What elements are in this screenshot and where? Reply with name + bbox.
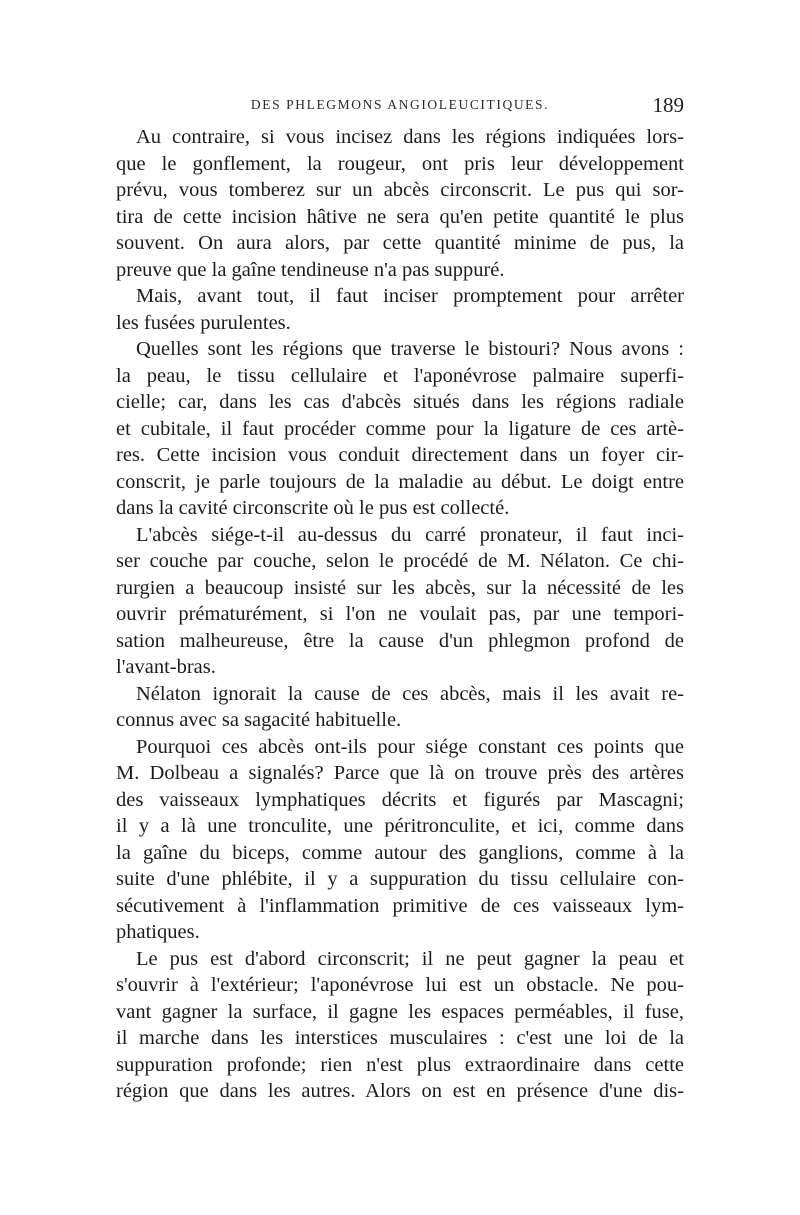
text-line: sation malheureuse, être la cause d'un phlegmon profond de	[116, 629, 684, 652]
text-line: connus avec sa sagacité habituelle.	[116, 709, 402, 731]
text-line: M. Dolbeau a signalés? Parce que là on trouve près des artères	[116, 762, 684, 784]
body-text	[116, 124, 684, 1105]
text-line: les fusées purulentes.	[116, 311, 291, 334]
text-line: Quelles sont les régions que traverse le bistouri? Nous avons :	[136, 338, 684, 360]
text-line: prévu, vous tomberez sur un abcès circonscrit. Le pus qui sor-	[116, 179, 684, 201]
text-line: et cubitale, il faut procéder comme pour la ligature de ces artè-	[116, 417, 684, 440]
text-line: la peau, le tissu cellulaire et l'aponévrose palmaire superfi-	[116, 364, 684, 387]
text-line: conscrit, je parle toujours de la maladie au début. Le doigt entre	[116, 470, 684, 493]
text-line: l'avant-bras.	[116, 656, 216, 678]
text-line: ser couche par couche, selon le procédé de M. Nélaton. Ce chi-	[116, 550, 684, 572]
text-line: phatiques.	[116, 921, 200, 943]
text-line: suppuration profonde; rien n'est plus extraordinaire dans cette	[116, 1053, 684, 1076]
text-line: dans la cavité circonscrite où le pus est collecté.	[116, 497, 510, 519]
text-line: il y a là une tronculite, une péritronculite, et ici, comme dans	[116, 815, 684, 837]
text-line: rurgien a beaucoup insisté sur les abcès, sur la nécessité de les	[116, 576, 684, 599]
running-title: DES PHLEGMONS ANGIOLEUCITIQUES.	[250, 97, 550, 112]
text-line: sécutivement à l'inflammation primitive de ces vaisseaux lym-	[116, 894, 684, 917]
text-line: des vaisseaux lymphatiques décrits et figurés par Mascagni;	[116, 788, 684, 811]
running-header	[116, 95, 684, 119]
text-line: res. Cette incision vous conduit directement dans un foyer cir-	[116, 444, 684, 466]
text-line: ouvrir prématurément, si l'on ne voulait pas, par une tempori-	[116, 603, 684, 625]
text-line: suite d'une phlébite, il y a suppuration du tissu cellulaire con-	[116, 868, 684, 890]
text-line: il marche dans les interstices musculaires : c'est une loi de la	[116, 1027, 684, 1049]
text-line: tira de cette incision hâtive ne sera qu'en petite quantité le plus	[116, 205, 684, 228]
page-number: 189	[652, 93, 684, 117]
text-line: la gaîne du biceps, comme autour des ganglions, comme à la	[116, 841, 684, 864]
text-line: vant gagner la surface, il gagne les espaces perméables, il fuse,	[116, 1000, 684, 1023]
text-line: s'ouvrir à l'extérieur; l'aponévrose lui est un obstacle. Ne pou-	[116, 974, 684, 996]
text-line: cielle; car, dans les cas d'abcès situés dans les régions radiale	[116, 391, 684, 413]
text-line: souvent. On aura alors, par cette quantité minime de pus, la	[116, 232, 684, 254]
text-line: Mais, avant tout, il faut inciser promptement pour arrêter	[136, 285, 684, 307]
text-line: Nélaton ignorait la cause de ces abcès, mais il les avait re-	[136, 682, 684, 705]
text-line: preuve que la gaîne tendineuse n'a pas suppuré.	[116, 258, 505, 281]
text-line: que le gonflement, la rougeur, ont pris leur développement	[116, 152, 684, 175]
text-line: Le pus est d'abord circonscrit; il ne peut gagner la peau et	[136, 947, 684, 970]
text-line: Au contraire, si vous incisez dans les régions indiquées lors-	[136, 126, 684, 148]
text-line: région que dans les autres. Alors on est en présence d'une dis-	[116, 1080, 684, 1102]
text-line: L'abcès siége-t-il au-dessus du carré pronateur, il faut inci-	[136, 523, 684, 546]
text-line: Pourquoi ces abcès ont-ils pour siége constant ces points que	[136, 735, 684, 758]
